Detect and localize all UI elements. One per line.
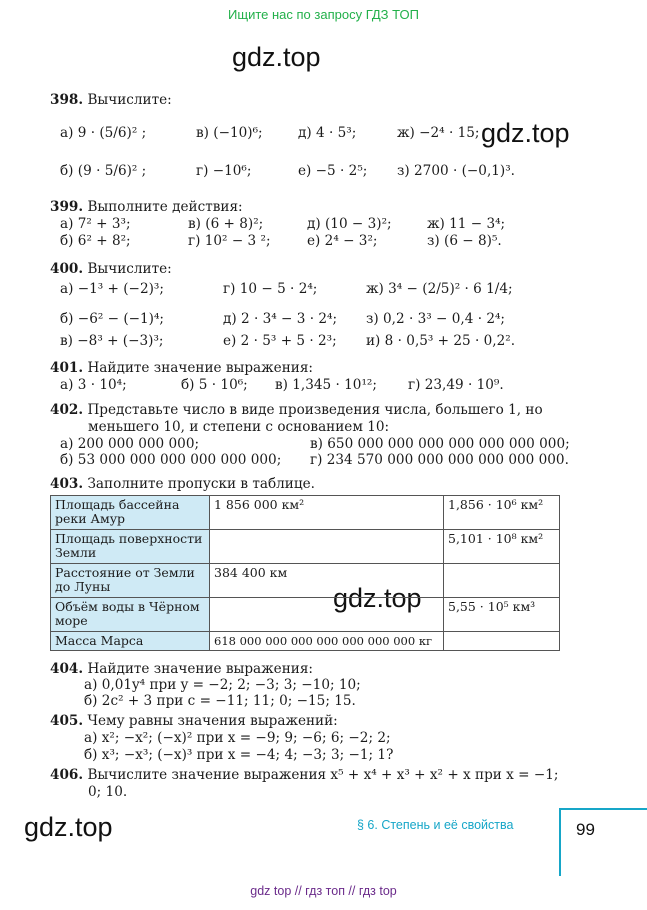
table-row [51,530,560,564]
exercise-402-a: а) 200 000 000 000; [60,436,200,452]
exercise-399-header: 399. Выполните действия: [50,199,243,215]
exercise-399-g: г) 10² − 3 ²; [188,233,271,249]
exercise-399-v: в) (6 + 8)²; [188,216,264,232]
exercise-399-b: б) 6² + 8²; [60,233,131,249]
table-cell-label: Масса Марса [51,632,210,651]
data-table [50,495,560,651]
exercise-401-v: в) 1,345 · 10¹²; [275,377,377,393]
table-cell-value [210,598,444,632]
watermark: gdz.top [232,42,321,72]
exercise-398-header: 398. Вычислите: [50,92,172,108]
table-cell-sci: 1,856 · 10⁶ км² [444,496,560,530]
exercise-400-b: б) −6² − (−1)⁴; [60,311,165,327]
exercise-404-b: б) 2c² + 3 при c = −11; 11; 0; −15; 15. [84,693,356,709]
exercise-398-a: а) 9 · (5/6)² ; [60,125,147,141]
exercise-402-line2: меньшего 10, и степени с основанием 10: [88,419,390,435]
exercise-402-b: б) 53 000 000 000 000 000 000; [60,452,282,468]
exercise-400-header: 400. Вычислите: [50,261,172,277]
watermark: gdz.top [333,583,422,613]
exercise-399-z: з) (6 − 8)⁵. [427,233,502,249]
table-row [51,632,560,651]
table-cell-sci: 5,55 · 10⁵ км³ [444,598,560,632]
table-cell-label: Площадь поверхности Земли [51,530,210,564]
exercise-400-d: д) 2 · 3⁴ − 3 · 2⁴; [223,311,338,327]
exercise-406-line2: 0; 10. [88,784,128,800]
exercise-400-g: г) 10 − 5 · 2⁴; [223,281,318,297]
page-number: 99 [576,820,595,839]
exercise-400-zh: ж) 3⁴ − (2/5)² · 6 1/4; [366,281,513,297]
exercise-401-a: а) 3 · 10⁴; [60,377,127,393]
table-row [51,598,560,632]
exercise-398-v: в) (−10)⁶; [196,125,263,141]
divider [559,808,561,876]
table-cell-label: Площадь бассейна реки Амур [51,496,210,530]
table-row [51,496,560,530]
exercise-398-zh: ж) −2⁴ · 15; [397,125,480,141]
exercise-402-g: г) 234 570 000 000 000 000 000 000. [310,452,569,468]
exercise-400-v: в) −8³ + (−3)³; [60,333,164,349]
exercise-399-d: д) (10 − 3)²; [307,216,392,232]
exercise-398-b: б) (9 · 5/6)² ; [60,163,147,179]
divider [559,808,647,810]
watermark: gdz.top [481,118,570,148]
table-cell-value: 1 856 000 км² [210,496,444,530]
table-cell-sci [444,564,560,598]
exercise-400-i: и) 8 · 0,5³ + 25 · 0,2². [366,333,516,349]
exercise-405-header: 405. Чему равны значения выражений: [50,713,338,729]
table-cell-label: Объём воды в Чёрном море [51,598,210,632]
exercise-404-header: 404. Найдите значение выражения: [50,661,313,677]
exercise-399-a: а) 7² + 3³; [60,216,131,232]
exercise-400-z: з) 0,2 · 3³ − 0,4 · 2⁴; [366,311,506,327]
exercise-406-line1: 406. Вычислите значение выражения x⁵ + x⁴ + x³ + x² + x при x = −1; [50,767,559,783]
exercise-398-d: д) 4 · 5³; [298,125,357,141]
exercise-398-e: е) −5 · 2⁵; [298,163,368,179]
exercise-404-a: а) 0,01y⁴ при y = −2; 2; −3; 3; −10; 10; [84,677,361,693]
exercise-403-header: 403. Заполните пропуски в таблице. [50,476,315,492]
exercise-398-z: з) 2700 · (−0,1)³. [397,163,515,179]
watermark: gdz.top [24,812,113,842]
exercise-401-b: б) 5 · 10⁶; [181,377,248,393]
section-title: § 6. Степень и её свойства [357,818,514,832]
exercise-398-g: г) −10⁶; [196,163,252,179]
table-cell-sci [444,632,560,651]
exercise-399-zh: ж) 11 − 3⁴; [427,216,506,232]
table-row [51,564,560,598]
top-banner: Ищите нас по запросу ГДЗ ТОП [228,7,419,22]
exercise-402-v: в) 650 000 000 000 000 000 000 000; [310,436,570,452]
exercise-405-a: а) x²; −x²; (−x)² при x = −9; 9; −6; 6; −2; 2; [84,730,391,746]
bottom-links[interactable]: gdz top // гдз топ // гдз top [250,884,397,898]
exercise-400-a: а) −1³ + (−2)³; [60,281,164,297]
table-cell-sci: 5,101 · 10⁸ км² [444,530,560,564]
table-cell-value [210,530,444,564]
exercise-401-g: г) 23,49 · 10⁹. [408,377,504,393]
exercise-401-header: 401. Найдите значение выражения: [50,360,313,376]
table-cell-label: Расстояние от Земли до Луны [51,564,210,598]
table-cell-value: 618 000 000 000 000 000 000 000 кг [210,632,444,651]
table-cell-value: 384 400 км [210,564,444,598]
exercise-400-e: е) 2 · 5³ + 5 · 2³; [223,333,337,349]
exercise-402-line1: 402. Представьте число в виде произведения числа, большего 1, но [50,402,543,418]
exercise-405-b: б) x³; −x³; (−x)³ при x = −4; 4; −3; 3; −1; 1? [84,747,394,763]
exercise-399-e: е) 2⁴ − 3²; [307,233,378,249]
